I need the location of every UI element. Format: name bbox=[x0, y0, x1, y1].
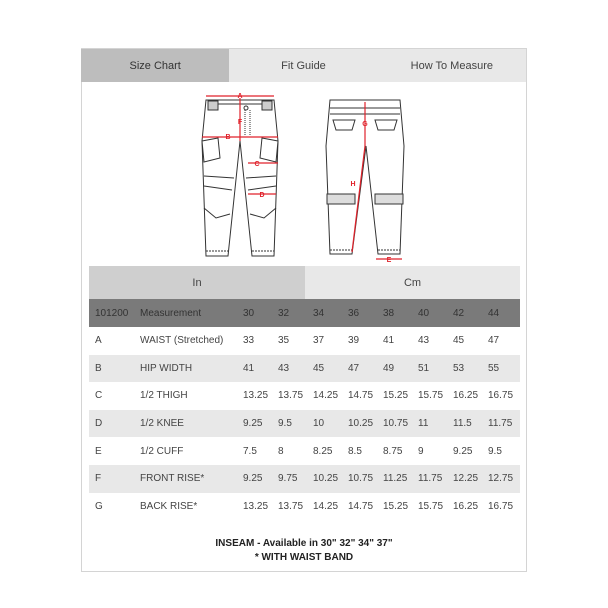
cell: 9.5 bbox=[278, 418, 292, 430]
cell: 47 bbox=[348, 362, 360, 374]
header-size-42: 42 bbox=[453, 307, 465, 319]
cell: 9.25 bbox=[453, 445, 473, 457]
cell: 16.25 bbox=[453, 500, 479, 512]
tab-fit-guide[interactable]: Fit Guide bbox=[229, 48, 377, 82]
cell: 8 bbox=[278, 445, 284, 457]
row-measurement: 1/2 THIGH bbox=[140, 390, 188, 402]
cell: 10.75 bbox=[383, 418, 409, 430]
table-row bbox=[89, 410, 520, 438]
row-code: G bbox=[95, 500, 103, 512]
table-row bbox=[89, 355, 520, 383]
cell: 13.25 bbox=[243, 500, 269, 512]
cell: 7.5 bbox=[243, 445, 257, 457]
size-table bbox=[89, 299, 520, 520]
row-measurement: BACK RISE* bbox=[140, 500, 198, 512]
marker-d: D bbox=[259, 192, 265, 199]
cell: 35 bbox=[278, 335, 290, 347]
cell: 11 bbox=[418, 418, 429, 430]
cell: 16.75 bbox=[488, 390, 514, 402]
cell: 39 bbox=[348, 335, 360, 347]
cell: 12.75 bbox=[488, 473, 514, 485]
row-code: D bbox=[95, 418, 103, 430]
cell: 10.25 bbox=[313, 473, 339, 485]
tab-bar bbox=[81, 48, 527, 82]
waistband-note: * WITH WAIST BAND bbox=[254, 552, 354, 563]
cell: 10.25 bbox=[348, 418, 374, 430]
cell: 47 bbox=[488, 335, 500, 347]
marker-f: F bbox=[237, 119, 243, 126]
cell: 16.25 bbox=[453, 390, 479, 402]
row-measurement: WAIST (Stretched) bbox=[140, 335, 224, 347]
header-size-34: 34 bbox=[313, 307, 325, 319]
cell: 16.75 bbox=[488, 500, 514, 512]
unit-toggle bbox=[89, 266, 520, 299]
cell: 41 bbox=[243, 362, 255, 374]
cell: 11.75 bbox=[418, 473, 443, 485]
cell: 14.25 bbox=[313, 390, 339, 402]
row-code: C bbox=[95, 390, 103, 402]
header-style-code: 101200 bbox=[95, 307, 129, 319]
marker-a: A bbox=[237, 93, 243, 100]
row-measurement: FRONT RISE* bbox=[140, 473, 205, 485]
header-size-40: 40 bbox=[418, 307, 430, 319]
unit-cm-button[interactable]: Cm bbox=[305, 266, 520, 299]
header-measurement: Measurement bbox=[140, 307, 202, 319]
cell: 15.75 bbox=[418, 500, 444, 512]
header-size-44: 44 bbox=[488, 307, 500, 319]
cell: 13.75 bbox=[278, 500, 304, 512]
cell: 14.75 bbox=[348, 390, 374, 402]
marker-h: H bbox=[350, 181, 356, 188]
tab-how-to-measure[interactable]: How To Measure bbox=[378, 48, 527, 82]
inseam-note: INSEAM - Available in 30" 32" 34" 37" bbox=[215, 538, 393, 549]
cell: 9.25 bbox=[243, 473, 263, 485]
cell: 41 bbox=[383, 335, 395, 347]
cell: 53 bbox=[453, 362, 465, 374]
table-row bbox=[89, 437, 520, 465]
cell: 11.25 bbox=[383, 473, 408, 485]
header-size-36: 36 bbox=[348, 307, 360, 319]
cell: 13.75 bbox=[278, 390, 304, 402]
cell: 37 bbox=[313, 335, 325, 347]
cell: 51 bbox=[418, 362, 430, 374]
cell: 12.25 bbox=[453, 473, 479, 485]
cell: 9.75 bbox=[278, 473, 298, 485]
cell: 55 bbox=[488, 362, 500, 374]
table-row bbox=[89, 382, 520, 410]
cell: 43 bbox=[418, 335, 430, 347]
row-measurement: 1/2 CUFF bbox=[140, 445, 184, 457]
unit-inches-button[interactable]: In bbox=[89, 266, 305, 299]
cell: 11.5 bbox=[453, 418, 472, 430]
cell: 10 bbox=[313, 418, 325, 430]
marker-e: E bbox=[386, 257, 392, 264]
cell: 9.25 bbox=[243, 418, 263, 430]
cell: 45 bbox=[453, 335, 465, 347]
cell: 15.25 bbox=[383, 390, 409, 402]
cell: 13.25 bbox=[243, 390, 269, 402]
row-code: F bbox=[95, 473, 102, 485]
row-measurement: 1/2 KNEE bbox=[140, 418, 184, 430]
cell: 11.75 bbox=[488, 418, 513, 430]
marker-b: B bbox=[225, 134, 231, 141]
cell: 10.75 bbox=[348, 473, 374, 485]
table-header-row bbox=[89, 299, 520, 327]
marker-g: G bbox=[362, 121, 368, 128]
pants-measurement-diagram bbox=[190, 86, 420, 264]
cell: 9.5 bbox=[488, 445, 502, 457]
marker-c: C bbox=[254, 161, 260, 168]
cell: 43 bbox=[278, 362, 290, 374]
header-size-38: 38 bbox=[383, 307, 395, 319]
cell: 8.75 bbox=[383, 445, 403, 457]
cell: 14.75 bbox=[348, 500, 374, 512]
cell: 8.5 bbox=[348, 445, 362, 457]
cell: 33 bbox=[243, 335, 255, 347]
table-row bbox=[89, 493, 520, 521]
table-row bbox=[89, 465, 520, 493]
cell: 15.25 bbox=[383, 500, 409, 512]
table-row bbox=[89, 327, 520, 355]
header-size-32: 32 bbox=[278, 307, 290, 319]
cell: 8.25 bbox=[313, 445, 333, 457]
cell: 45 bbox=[313, 362, 325, 374]
row-code: E bbox=[95, 445, 102, 457]
row-code: B bbox=[95, 362, 102, 374]
cell: 49 bbox=[383, 362, 395, 374]
cell: 14.25 bbox=[313, 500, 339, 512]
row-code: A bbox=[95, 335, 102, 347]
cell: 9 bbox=[418, 445, 424, 457]
row-measurement: HIP WIDTH bbox=[140, 362, 193, 374]
cell: 15.75 bbox=[418, 390, 444, 402]
size-notes bbox=[81, 537, 527, 565]
tab-size-chart[interactable]: Size Chart bbox=[81, 48, 229, 82]
header-size-30: 30 bbox=[243, 307, 255, 319]
size-table-container bbox=[89, 266, 520, 520]
